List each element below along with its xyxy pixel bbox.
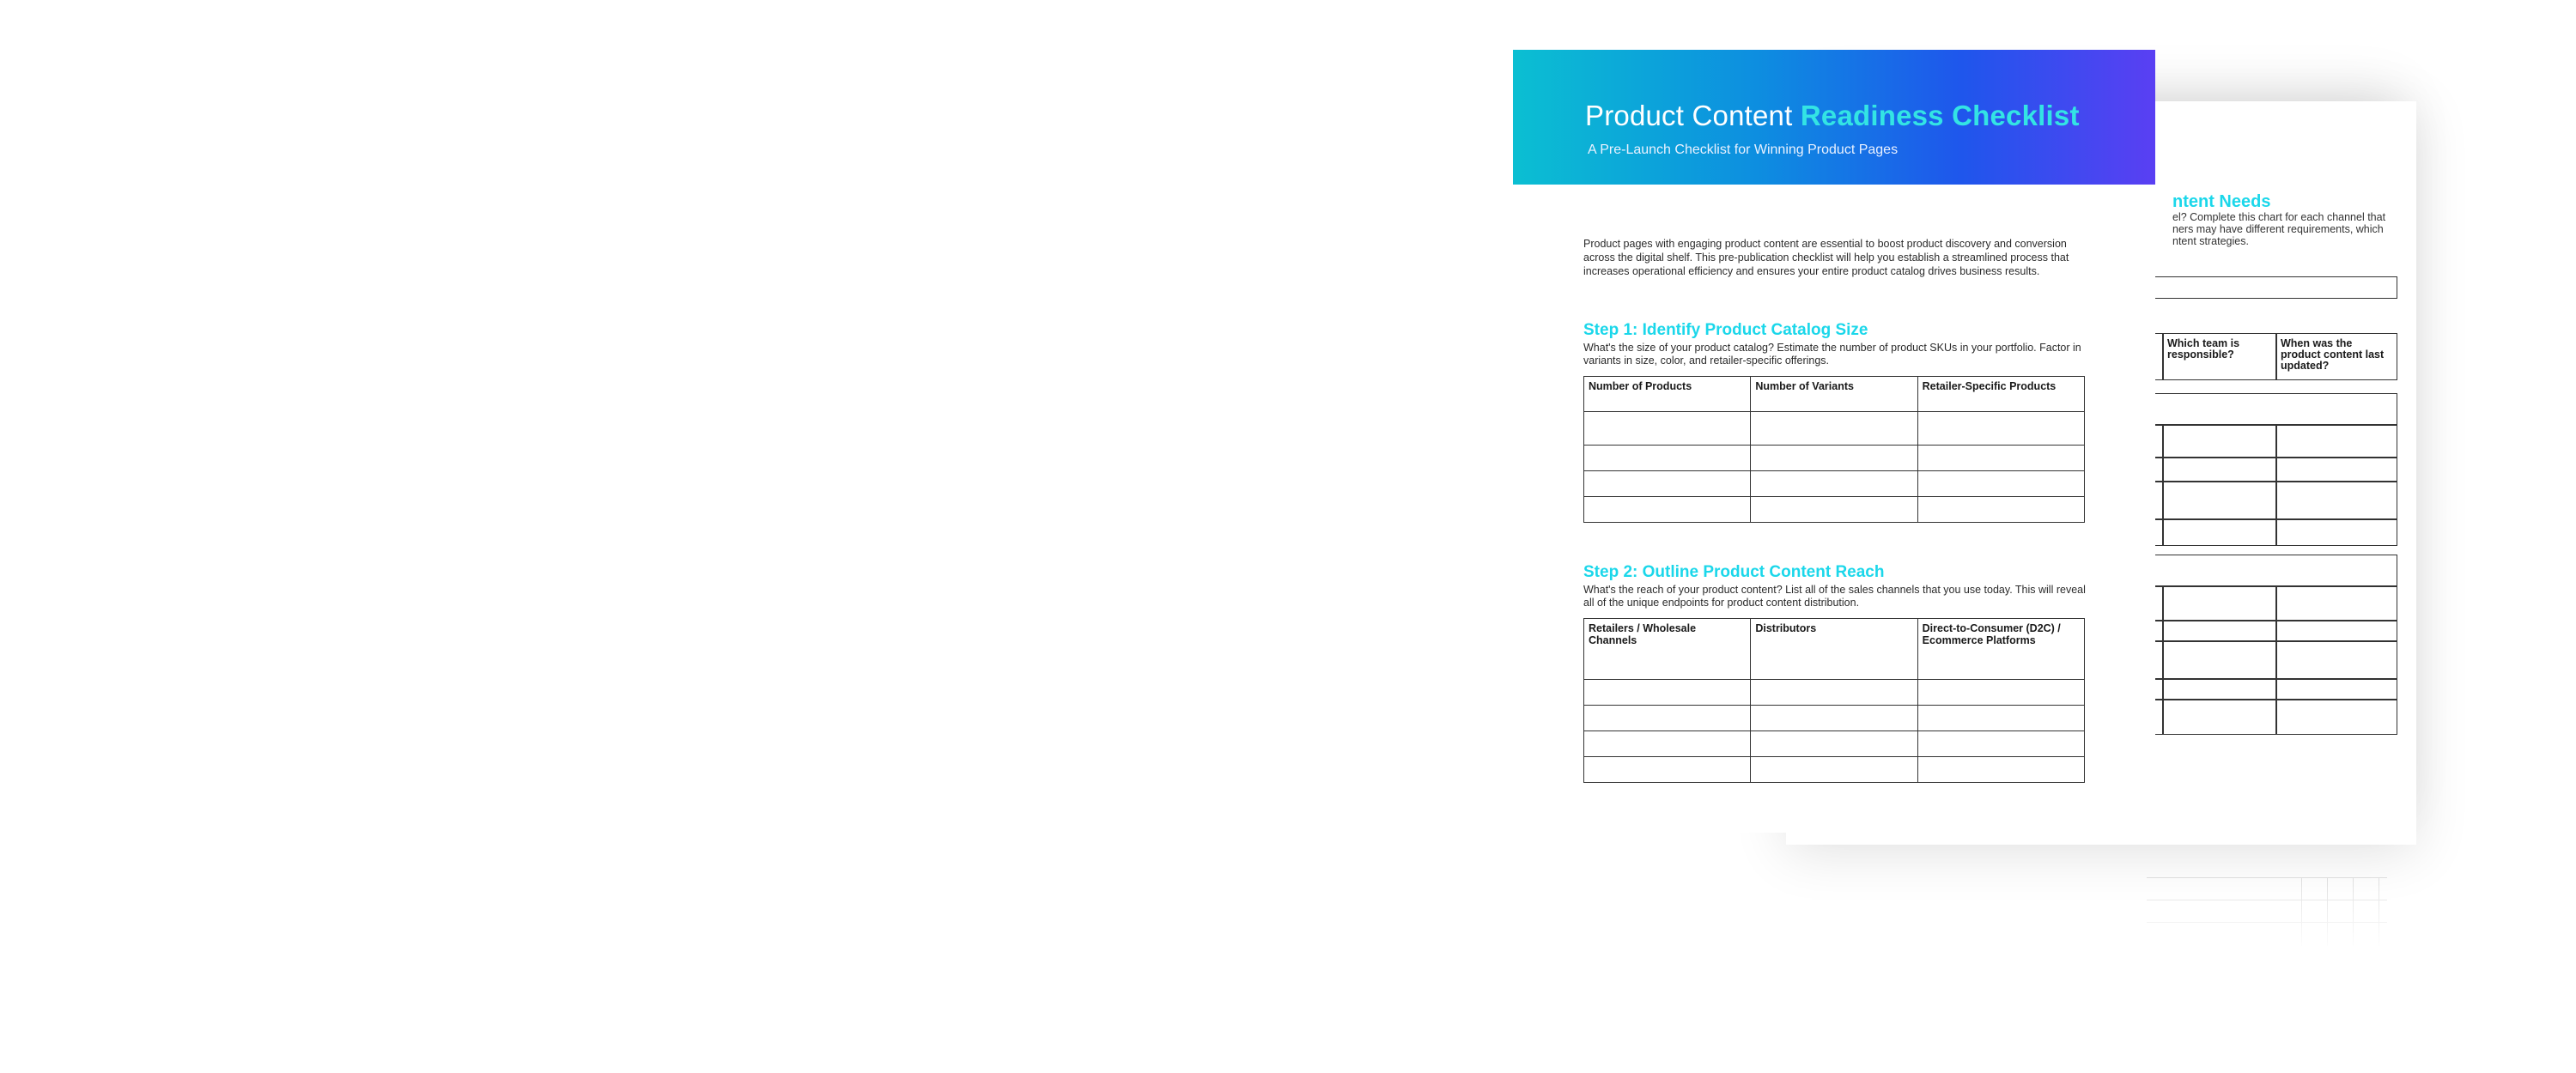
step1-header-products: Number of Products <box>1584 377 1751 412</box>
back-page-line: ntent strategies. <box>2172 235 2249 247</box>
table-row <box>1584 446 2085 471</box>
back-table-section-1 <box>2147 393 2397 546</box>
table-cell[interactable] <box>1751 680 1917 706</box>
back-page-line: el? Complete this chart for each channel that <box>2172 211 2386 223</box>
table-cell[interactable] <box>1751 446 1917 471</box>
table-cell[interactable] <box>1917 497 2084 523</box>
table-header-row <box>1584 619 2085 680</box>
back-table-section-2 <box>2147 555 2397 735</box>
table-row <box>1584 412 2085 446</box>
table-cell[interactable] <box>1751 706 1917 731</box>
table-cell[interactable] <box>1584 471 1751 497</box>
step2-header-d2c: Direct-to-Consumer (D2C) / Ecommerce Platforms <box>1917 619 2084 680</box>
back-page-title: ntent Needs <box>2172 192 2271 211</box>
step1-description: What's the size of your product catalog? Estimate the number of product SKUs in your portfolio. Factor in variants in size, color, and retailer-specific offerings. <box>1583 342 2081 367</box>
step1-header-retailer: Retailer-Specific Products <box>1917 377 2084 412</box>
back-table-top-row <box>2147 276 2397 299</box>
page-subtitle: A Pre-Launch Checklist for Winning Product Pages <box>1588 142 1899 157</box>
table-cell[interactable] <box>1751 757 1917 783</box>
step2-description: What's the reach of your product content? List all of the sales channels that you use today. This will reveal all of the unique endpoints for product content distribution. <box>1583 584 2086 609</box>
table-cell[interactable] <box>1917 731 2084 757</box>
front-page <box>1513 50 2155 833</box>
step2-table <box>1583 618 2085 783</box>
step1-table <box>1583 376 2085 523</box>
title-regular: Product Content <box>1585 100 1793 131</box>
step2-title: Step 2: Outline Product Content Reach <box>1583 563 1885 581</box>
table-cell[interactable] <box>1584 680 1751 706</box>
table-cell[interactable] <box>1917 680 2084 706</box>
table-header-row <box>1584 377 2085 412</box>
intro-paragraph: Product pages with engaging product content are essential to boost product discovery and conversion across the digital shelf. This pre-publication checklist will help you establish a streamlined process that increases operational efficiency and ensures your entire product catalog drives business results. <box>1583 238 2069 277</box>
back-header-updated: When was the product content last updated? <box>2281 337 2385 372</box>
table-cell[interactable] <box>1917 471 2084 497</box>
step1-header-variants: Number of Variants <box>1751 377 1917 412</box>
header-banner <box>1513 50 2155 185</box>
table-cell[interactable] <box>1917 446 2084 471</box>
table-cell[interactable] <box>1584 446 1751 471</box>
page-title <box>1585 100 2080 132</box>
step2-header-retailers: Retailers / Wholesale Channels <box>1584 619 1751 680</box>
table-cell[interactable] <box>1751 497 1917 523</box>
table-cell[interactable] <box>1584 757 1751 783</box>
table-cell[interactable] <box>1917 706 2084 731</box>
back-header-team: Which team is responsible? <box>2167 337 2240 361</box>
table-cell[interactable] <box>1917 757 2084 783</box>
step2-header-distributors: Distributors <box>1751 619 1917 680</box>
table-row <box>1584 706 2085 731</box>
table-row <box>1584 731 2085 757</box>
back-page-line: ners may have different requirements, which <box>2172 223 2384 235</box>
table-cell[interactable] <box>1751 412 1917 446</box>
back-page-description <box>2172 211 2404 247</box>
table-cell[interactable] <box>1584 706 1751 731</box>
table-cell[interactable] <box>1917 412 2084 446</box>
table-cell[interactable] <box>1584 412 1751 446</box>
table-row <box>1584 680 2085 706</box>
table-cell[interactable] <box>1584 731 1751 757</box>
table-cell[interactable] <box>1751 471 1917 497</box>
table-row <box>1584 497 2085 523</box>
table-row <box>1584 757 2085 783</box>
title-accent: Readiness Checklist <box>1800 100 2080 131</box>
step1-title: Step 1: Identify Product Catalog Size <box>1583 321 1868 339</box>
table-row <box>1584 471 2085 497</box>
page-reflection <box>1803 874 2387 951</box>
table-cell[interactable] <box>1751 731 1917 757</box>
table-cell[interactable] <box>1584 497 1751 523</box>
